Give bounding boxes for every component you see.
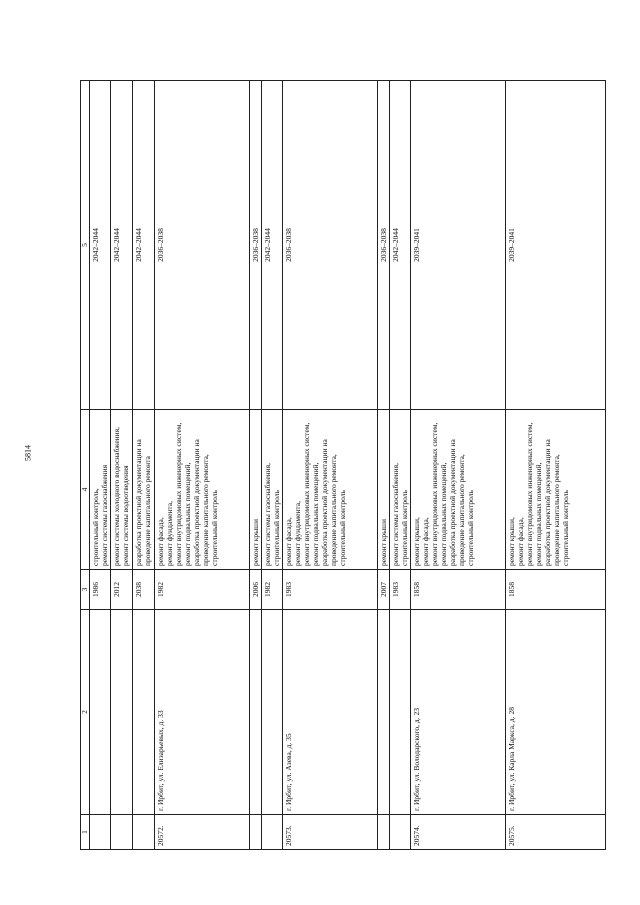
period-cell: 2042–2044	[262, 81, 283, 410]
header-col-5: 5	[81, 81, 90, 410]
period-cell: 2036–2038	[155, 81, 250, 410]
work-item: разработка проектной документации на	[448, 439, 457, 566]
work-item: строительный контроль	[561, 490, 570, 566]
table-row	[283, 81, 378, 850]
work-item: ремонт системы водоотведения	[121, 465, 130, 566]
row-number-cell	[250, 815, 262, 850]
year-cell: 1983	[390, 570, 411, 610]
work-item: ремонт фундамента,	[165, 501, 174, 566]
address-cell: г. Ирбит, ул. Азева, д. 35	[283, 610, 378, 815]
period-cell: 2036–2038	[250, 81, 262, 410]
work-item: проведение капитального ремонта,	[457, 454, 466, 566]
works-cell	[155, 410, 250, 570]
address-cell	[262, 610, 283, 815]
header-row	[81, 81, 90, 850]
year-cell: 2006	[250, 570, 262, 610]
table-row	[411, 81, 506, 850]
year-cell: 2038	[133, 570, 155, 610]
period-cell: 2036–2038	[283, 81, 378, 410]
row-number-cell: 20574.	[411, 815, 506, 850]
header-col-1: 1	[81, 815, 90, 850]
year-cell: 2012	[111, 570, 133, 610]
works-cell	[133, 410, 155, 570]
period-cell: 2036–2038	[378, 81, 390, 410]
address-cell: г. Ирбит, ул. Карла Маркса, д. 28	[506, 610, 606, 815]
row-number-cell	[133, 815, 155, 850]
year-cell: 1858	[506, 570, 606, 610]
works-cell	[90, 410, 111, 570]
work-item: ремонт фасада,	[421, 517, 430, 566]
table-row	[250, 81, 262, 850]
period-cell: 2042–2044	[390, 81, 411, 410]
year-cell: 1858	[411, 570, 506, 610]
address-cell	[390, 610, 411, 815]
work-item: ремонт крыши	[251, 519, 260, 566]
header-col-2: 2	[81, 610, 90, 815]
address-cell: г. Ирбит, ул. Елизарьевых, д. 33	[155, 610, 250, 815]
period-cell: 2042–2044	[90, 81, 111, 410]
table-row	[378, 81, 390, 850]
header-col-4: 4	[81, 410, 90, 570]
work-item: ремонт внутридомовых инженерных систем,	[302, 422, 311, 566]
works-cell	[378, 410, 390, 570]
row-number-cell	[378, 815, 390, 850]
address-cell: г. Ирбит, ул. Володарского, д. 23	[411, 610, 506, 815]
work-item: ремонт внутридомовых инженерных систем,	[525, 422, 534, 566]
row-number-cell	[262, 815, 283, 850]
work-item: разработка проектной документации на	[543, 439, 552, 566]
work-item: ремонт подвальных помещений,	[311, 462, 320, 566]
work-item: ремонт системы газоснабжения,	[263, 462, 272, 566]
header-col-3: 3	[81, 570, 90, 610]
work-item: ремонт фасада,	[156, 517, 165, 566]
year-cell: 2007	[378, 570, 390, 610]
period-cell: 2042–2044	[133, 81, 155, 410]
work-item: ремонт подвальных помещений,	[183, 462, 192, 566]
address-cell	[90, 610, 111, 815]
work-item: проведение капитального ремонта,	[201, 454, 210, 566]
table-row	[90, 81, 111, 850]
row-number-cell	[90, 815, 111, 850]
work-item: строительный контроль	[400, 490, 409, 566]
row-number-cell: 20575.	[506, 815, 606, 850]
work-item: строительный контроль	[338, 490, 347, 566]
work-item: проведение капитального ремонта,	[552, 454, 561, 566]
work-item: разработка проектной документации на	[192, 439, 201, 566]
page-number: 5814	[23, 445, 33, 461]
works-cell	[283, 410, 378, 570]
works-cell	[411, 410, 506, 570]
work-item: ремонт внутридомовых инженерных систем,	[174, 422, 183, 566]
work-item: строительный контроль	[466, 490, 475, 566]
work-item: проведение капитального ремонта,	[329, 454, 338, 566]
work-item: ремонт крыши,	[412, 517, 421, 566]
works-cell	[250, 410, 262, 570]
work-item: строительный контроль	[272, 490, 281, 566]
work-item: ремонт системы газоснабжения	[100, 464, 109, 566]
work-item: строительный контроль	[210, 490, 219, 566]
period-cell: 2039–2041	[411, 81, 506, 410]
work-item: ремонт фасада,	[516, 517, 525, 566]
period-cell: 2039–2041	[506, 81, 606, 410]
year-cell: 1986	[90, 570, 111, 610]
address-cell	[111, 610, 133, 815]
work-item: ремонт крыши	[379, 519, 388, 566]
works-cell	[111, 410, 133, 570]
work-item: ремонт фундамента,	[293, 501, 302, 566]
row-number-cell	[390, 815, 411, 850]
work-item: ремонт подвальных помещений,	[439, 462, 448, 566]
period-cell: 2042–2044	[111, 81, 133, 410]
year-cell: 1982	[155, 570, 250, 610]
year-cell: 1983	[283, 570, 378, 610]
works-cell	[390, 410, 411, 570]
address-cell	[133, 610, 155, 815]
table-row	[133, 81, 155, 850]
work-item: ремонт внутридомовых инженерных систем,	[430, 422, 439, 566]
table-row	[506, 81, 606, 850]
work-item: строительный контроль,	[91, 488, 100, 566]
work-item: разработка проектной документации на	[320, 439, 329, 566]
work-item: ремонт крыши,	[507, 517, 516, 566]
table-row	[155, 81, 250, 850]
row-number-cell	[111, 815, 133, 850]
table-row	[111, 81, 133, 850]
address-cell	[250, 610, 262, 815]
work-item: проведение капитального ремонта	[143, 456, 152, 566]
rotated-table-container	[80, 80, 600, 850]
works-cell	[506, 410, 606, 570]
row-number-cell: 20572.	[155, 815, 250, 850]
year-cell: 1982	[262, 570, 283, 610]
works-cell	[262, 410, 283, 570]
work-item: ремонт фасада,	[284, 517, 293, 566]
capital-repair-table	[80, 80, 606, 850]
work-item: разработка проектной документации на	[134, 439, 143, 566]
work-item: ремонт системы газоснабжения,	[391, 462, 400, 566]
address-cell	[378, 610, 390, 815]
row-number-cell: 20573.	[283, 815, 378, 850]
table-row	[262, 81, 283, 850]
work-item: ремонт системы холодного водоснабжения,	[112, 426, 121, 566]
table-row	[390, 81, 411, 850]
work-item: ремонт подвальных помещений,	[534, 462, 543, 566]
